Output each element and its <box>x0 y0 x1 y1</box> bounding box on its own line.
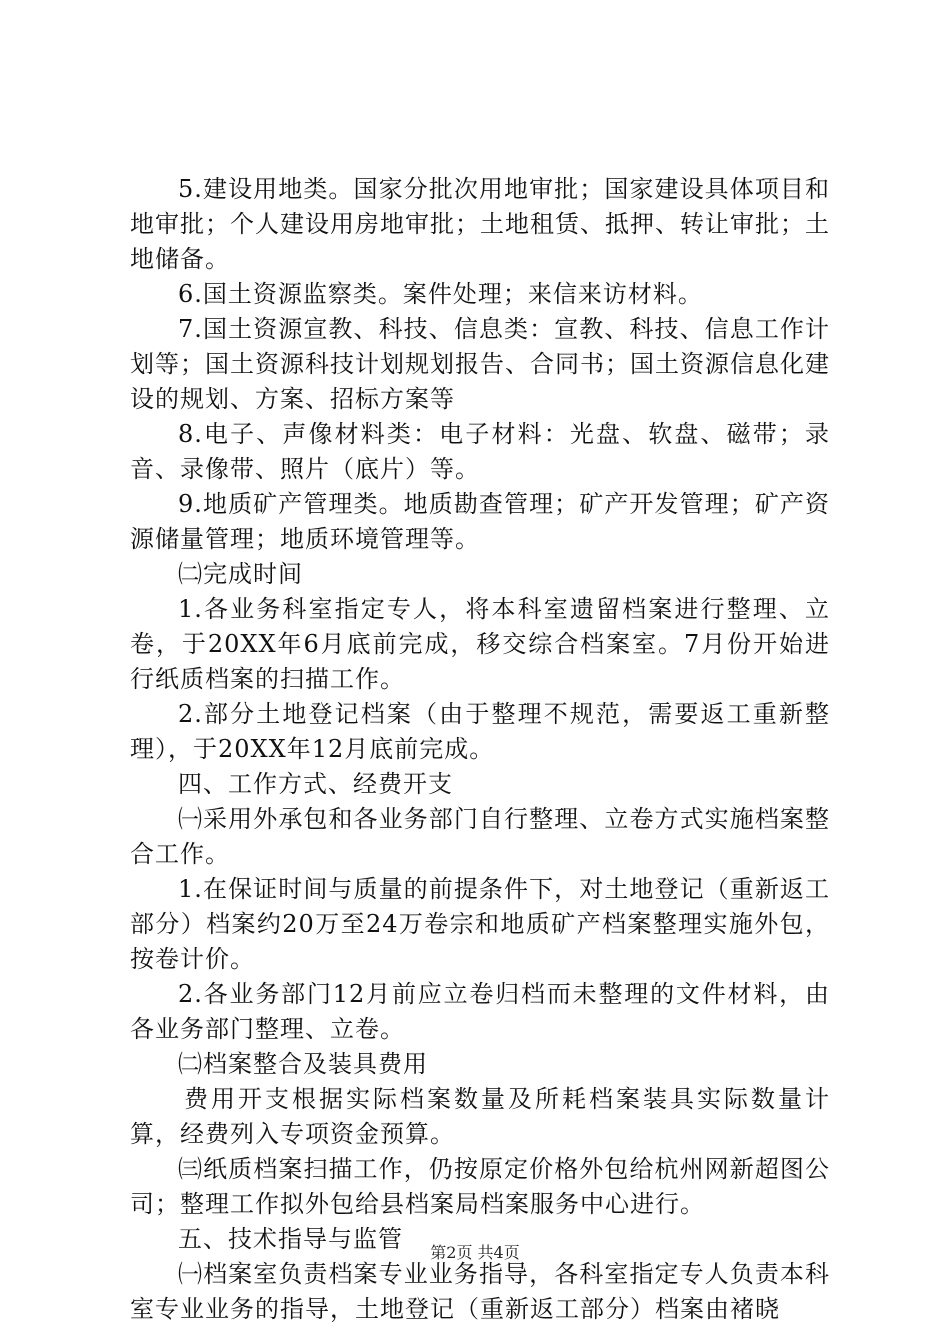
heading-technical-guidance: 五、技术指导与监管 <box>178 1225 403 1253</box>
heading-work-method-funding: 四、工作方式、经费开支 <box>178 770 453 798</box>
paragraph-outsourcing-item-2: 2.各业务部门12月前应立卷归档而未整理的文件材料，由各业务部门整理、立卷。 <box>130 980 830 1043</box>
paragraph-outsourcing: ㈠采用外承包和各业务部门自行整理、立卷方式实施档案整合工作。 <box>130 805 830 868</box>
paragraph-completion-item-1: 1.各业务科室指定专人，将本科室遗留档案进行整理、立卷，于20XX年6月底前完成，移交综合档案室。7月份开始进行纸质档案的扫描工作。 <box>130 595 830 693</box>
paragraph-completion-item-2: 2.部分土地登记档案（由于整理不规范，需要返工重新整理），于20XX年12月底前完成。 <box>130 700 830 763</box>
document-body <box>130 172 830 1327</box>
heading-completion-time: ㈡完成时间 <box>178 560 303 588</box>
paragraph-construction-land: 5.建设用地类。国家分批次用地审批；国家建设具体项目和地审批；个人建设用房地审批；土地租赁、抵押、转让审批；土地储备。 <box>130 175 830 273</box>
paragraph-scanning-work: ㈢纸质档案扫描工作，仍按原定价格外包给杭州网新超图公司；整理工作拟外包给县档案局档案服务中心进行。 <box>130 1155 830 1218</box>
paragraph-guidance-detail: ㈠档案室负责档案专业业务指导，各科室指定专人负责本科室专业业务的指导，土地登记（重新返工部分）档案由褚晓 <box>130 1260 830 1323</box>
page-number-footer: 第2页 共4页 <box>430 1243 520 1262</box>
paragraph-electronic-media: 8.电子、声像材料类：电子材料：光盘、软盘、磁带；录音、录像带、照片（底片）等。 <box>130 420 830 483</box>
paragraph-supervision: 6.国土资源监察类。案件处理；来信来访材料。 <box>178 280 703 308</box>
heading-equipment-cost: ㈡档案整合及装具费用 <box>178 1050 428 1078</box>
paragraph-geology-mining: 9.地质矿产管理类。地质勘查管理；矿产开发管理；矿产资源储量管理；地质环境管理等。 <box>130 490 830 553</box>
paragraph-publicity-tech-info: 7.国土资源宣教、科技、信息类：宣教、科技、信息工作计划等；国土资源科技计划规划报告、合同书；国土资源信息化建设的规划、方案、招标方案等 <box>130 315 830 413</box>
paragraph-cost-detail: 费用开支根据实际档案数量及所耗档案装具实际数量计算，经费列入专项资金预算。 <box>130 1085 830 1148</box>
paragraph-outsourcing-item-1: 1.在保证时间与质量的前提条件下，对土地登记（重新返工部分）档案约20万至24万卷宗和地质矿产档案整理实施外包，按卷计价。 <box>130 875 830 973</box>
